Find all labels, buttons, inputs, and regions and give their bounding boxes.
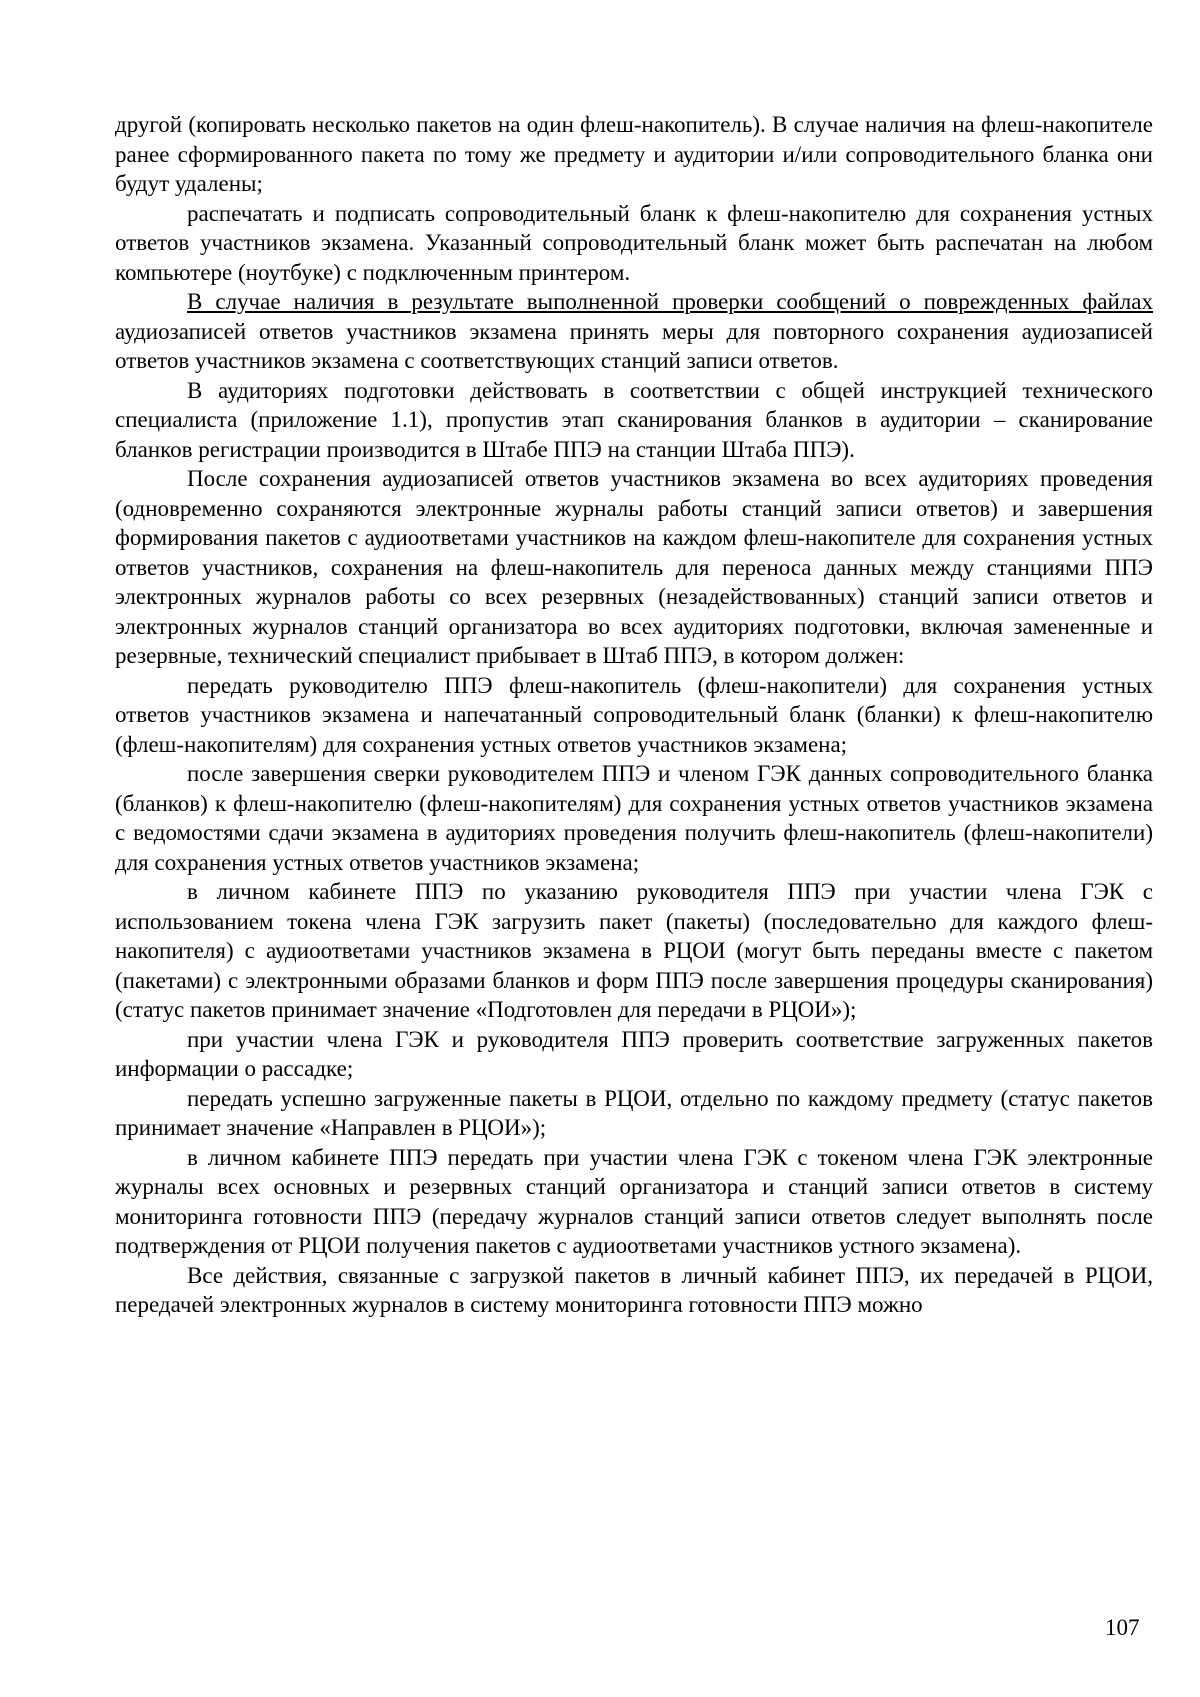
paragraph-10: передать успешно загруженные пакеты в РЦОИ, отдельно по каждому предмету (статус пакетов принимает значение «Направлен в РЦОИ»); [115, 1085, 1153, 1140]
paragraph-1: другой (копировать несколько пакетов на один флеш-накопитель). В случае наличия на флеш-накопителе ранее сформированного пакета по тому же предмету и аудитории и/или сопроводительного бланка они будут удалены; [115, 112, 1153, 196]
document-page [115, 110, 1153, 1320]
paragraph-8: в личном кабинете ППЭ по указанию руководителя ППЭ при участии члена ГЭК с использованием токена члена ГЭК загрузить пакет (пакеты) (последовательно для каждого флеш-накопителя) с аудиоответами участников экзамена в РЦОИ (могут быть переданы вместе с пакетом (пакетами) с электронными образами бланков и форм ППЭ после завершения процедуры сканирования) (статус пакетов принимает значение «Подготовлен для передачи в РЦОИ»); [115, 879, 1153, 1022]
paragraph-5: После сохранения аудиозаписей ответов участников экзамена во всех аудиториях проведения (одновременно сохраняются электронные журналы работы станций записи ответов) и завершения формирования пакетов с аудиоответами участников на каждом флеш-накопителе для сохранения устных ответов участников, сохранения на флеш-накопитель для переноса данных между станциями ППЭ электронных журналов работы со всех резервных (незадействованных) станций записи ответов и электронных журналов станций организатора во всех аудиториях подготовки, включая замененные и резервные, технический специалист прибывает в Штаб ППЭ, в котором должен: [115, 466, 1153, 668]
paragraph-3-rest: аудиозаписей ответов участников экзамена принять меры для повторного сохранения аудиозаписей ответов участников экзамена с соответствующих станций записи ответов. [115, 318, 1153, 373]
paragraph-7: после завершения сверки руководителем ППЭ и членом ГЭК данных сопроводительного бланка (бланков) к флеш-накопителю (флеш-накопителям) для сохранения устных ответов участников экзамена с ведомостями сдачи экзамена в аудиториях проведения получить флеш-накопитель (флеш-накопители) для сохранения устных ответов участников экзамена; [115, 761, 1153, 875]
paragraph-9: при участии члена ГЭК и руководителя ППЭ проверить соответствие загруженных пакетов информации о рассадке; [115, 1026, 1153, 1081]
paragraph-11: в личном кабинете ППЭ передать при участии члена ГЭК с токеном члена ГЭК электронные журналы всех основных и резервных станций организатора и станций записи ответов в систему мониторинга готовности ППЭ (передачу журналов станций записи ответов следует выполнять после подтверждения от РЦОИ получения пакетов с аудиоответами участников устного экзамена). [115, 1144, 1153, 1258]
paragraph-12: Все действия, связанные с загрузкой пакетов в личный кабинет ППЭ, их передачей в РЦОИ, передачей электронных журналов в систему мониторинга готовности ППЭ можно [115, 1262, 1153, 1317]
underlined-text: В случае наличия в результате выполненной проверки сообщений о поврежденных файлах [187, 289, 1153, 314]
page-number: 107 [1105, 1615, 1140, 1640]
paragraph-6: передать руководителю ППЭ флеш-накопитель (флеш-накопители) для сохранения устных ответов участников экзамена и напечатанный сопроводительный бланк (бланки) к флеш-накопителю (флеш-накопителям) для сохранения устных ответов участников экзамена; [115, 672, 1153, 757]
paragraph-3 [115, 287, 1153, 376]
paragraph-2: распечатать и подписать сопроводительный бланк к флеш-накопителю для сохранения устных ответов участников экзамена. Указанный сопроводительный бланк может быть распечатан на любом компьютере (ноутбуке) с подключенным принтером. [115, 200, 1153, 285]
paragraph-4: В аудиториях подготовки действовать в соответствии с общей инструкцией технического специалиста (приложение 1.1), пропустив этап сканирования бланков в аудитории – сканирование бланков регистрации производится в Штабе ППЭ на станции Штаба ППЭ). [115, 377, 1153, 462]
